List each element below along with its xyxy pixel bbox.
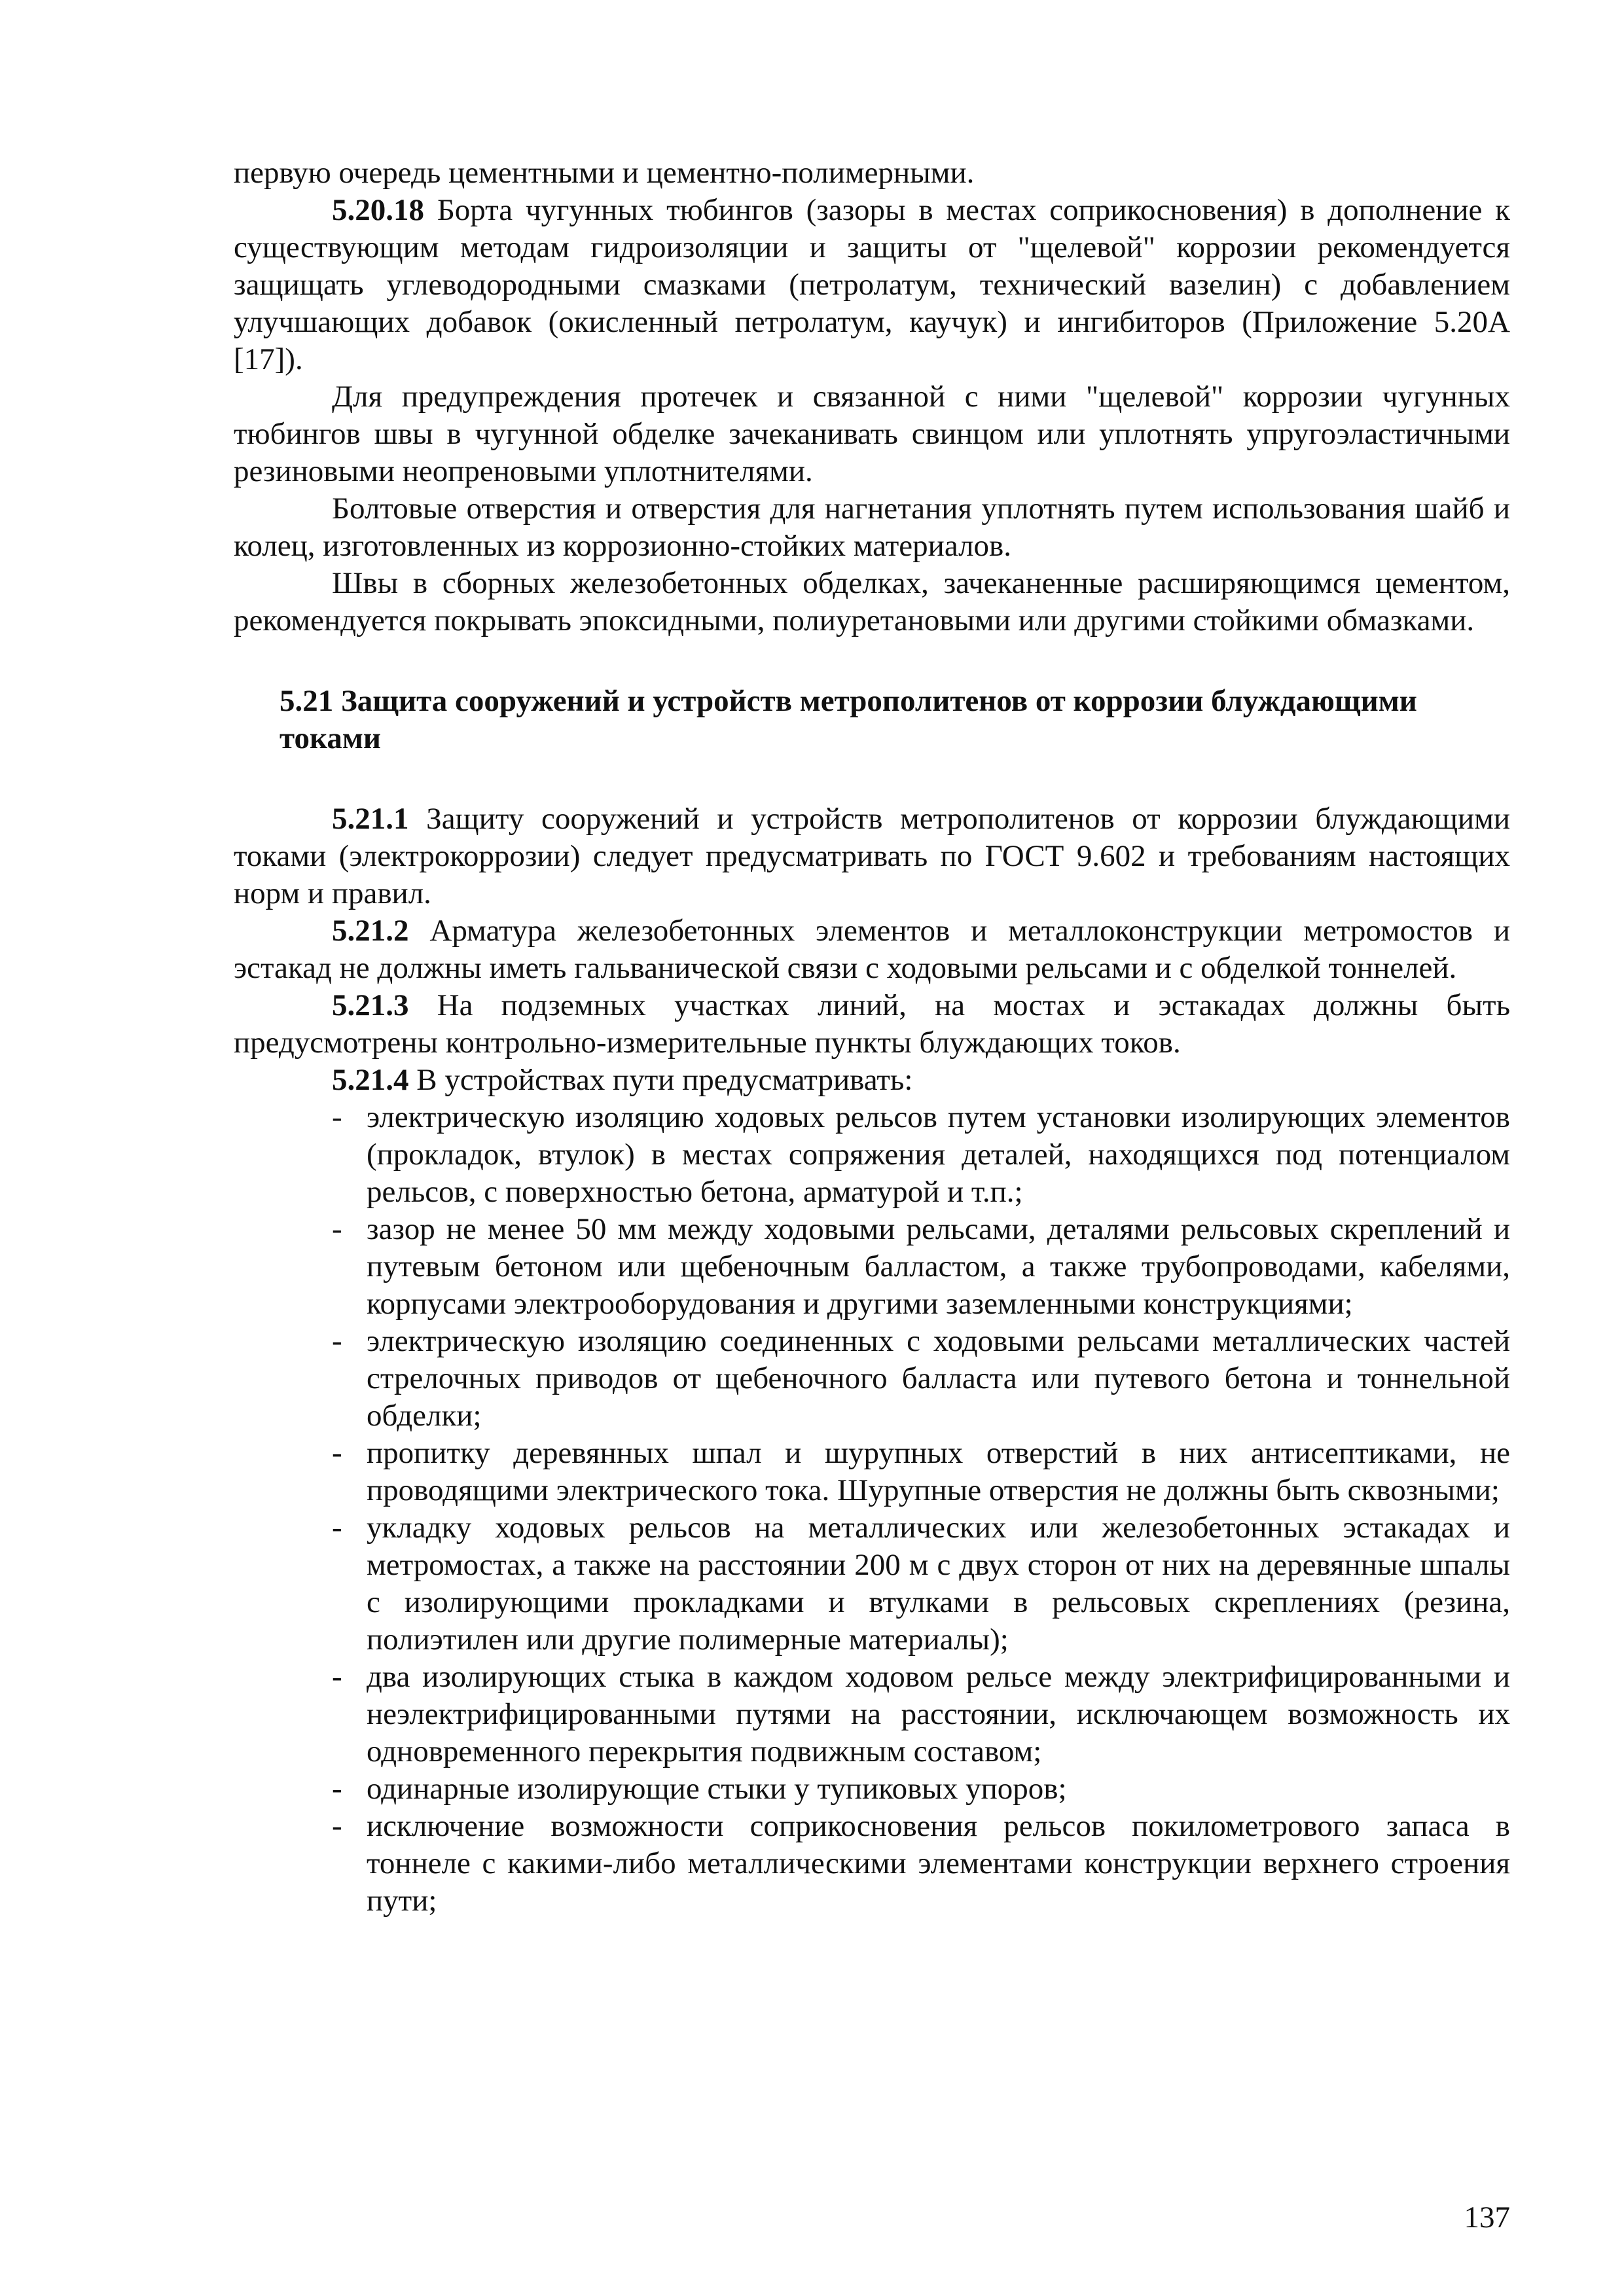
paragraph-seams: Швы в сборных железобетонных обделках, зачеканенные расширяющимся цементом, рекомендуется покрывать эпоксидными, полиуретановыми или другими стойкими обмазками. xyxy=(234,566,1510,637)
clause-5-21-3 xyxy=(234,987,1510,1062)
clause-number: 5.20.18 xyxy=(332,193,424,227)
list-item xyxy=(234,1211,1510,1323)
list-item xyxy=(234,1770,1510,1808)
list-dash: - xyxy=(332,1324,342,1358)
list-dash: - xyxy=(332,1809,342,1843)
list-item-text: зазор не менее 50 мм между ходовыми рельсами, деталями рельсовых скреплений и путевым бетоном или щебеночным балластом, а также трубопроводами, кабелями, корпусами электрооборудования и другими заземленными конструкциями; xyxy=(367,1212,1510,1321)
clause-text: Защиту сооружений и устройств метрополитенов от коррозии блуждающими токами (электрокоррозии) следует предусматривать по ГОСТ 9.602 и требованиям настоящих норм и правил. xyxy=(234,802,1510,910)
list-item xyxy=(234,1808,1510,1920)
paragraph-bolt-holes: Болтовые отверстия и отверстия для нагнетания уплотнять путем использования шайб и колец, изготовленных из коррозионно-стойких материалов. xyxy=(234,492,1510,563)
list-item xyxy=(234,1659,1510,1770)
list-dash: - xyxy=(332,1660,342,1694)
list-dash: - xyxy=(332,1100,342,1134)
list-dash: - xyxy=(332,1436,342,1470)
clause-5-21-2 xyxy=(234,912,1510,987)
list-item-text: пропитку деревянных шпал и шурупных отверстий в них антисептиками, не проводящими электрического тока. Шурупные отверстия не должны быть сквозными; xyxy=(367,1436,1510,1507)
list-dash: - xyxy=(332,1511,342,1545)
clause-text: На подземных участках линий, на мостах и эстакадах должны быть предусмотрены контрольно-измерительные пункты блуждающих токов. xyxy=(234,988,1510,1060)
list-item xyxy=(234,1435,1510,1509)
list-item-text: исключение возможности соприкосновения рельсов покилометрового запаса в тоннеле с какими-либо металлическими элементами конструкции верхнего строения пути; xyxy=(367,1809,1510,1918)
track-requirements-list xyxy=(234,1099,1510,1920)
list-dash: - xyxy=(332,1212,342,1246)
list-item-text: два изолирующих стыка в каждом ходовом рельсе между электрифицированными и неэлектрифицированными путями на расстоянии, исключающем возможность их одновременного перекрытия подвижным составом; xyxy=(367,1660,1510,1768)
clause-text: В устройствах пути предусматривать: xyxy=(408,1063,913,1097)
page-number: 137 xyxy=(1464,2200,1510,2234)
clause-number: 5.21.2 xyxy=(332,914,409,948)
paragraph-continuation: первую очередь цементными и цементно-полимерными. xyxy=(234,156,975,190)
clause-number: 5.21.3 xyxy=(332,988,409,1022)
list-item-text: укладку ходовых рельсов на металлических или железобетонных эстакадах и метромостах, а также на расстоянии 200 м с двух сторон от них на деревянные шпалы с изолирующими прокладками и втулками в рельсовых скреплениях (резина, полиэтилен или другие полимерные материалы); xyxy=(367,1511,1510,1657)
clause-5-21-4 xyxy=(234,1062,1510,1099)
list-item-text: электрическую изоляцию соединенных с ходовыми рельсами металлических частей стрелочных приводов от щебеночного балласта или путевого бетона и тоннельной обделки; xyxy=(367,1324,1510,1433)
list-item xyxy=(234,1323,1510,1435)
list-dash: - xyxy=(332,1772,342,1806)
clause-5-21-1 xyxy=(234,800,1510,912)
document-page xyxy=(234,154,1510,1920)
list-item xyxy=(234,1099,1510,1211)
list-item xyxy=(234,1509,1510,1659)
clause-number: 5.21.4 xyxy=(332,1063,409,1097)
list-item-text: одинарные изолирующие стыки у тупиковых упоров; xyxy=(367,1772,1067,1806)
clause-number: 5.21.1 xyxy=(332,802,409,836)
clause-text: Борта чугунных тюбингов (зазоры в местах соприкосновения) в дополнение к существующим методам гидроизоляции и защиты от "щелевой" коррозии рекомендуется защищать углеводородными смазками (петролатум, технический вазелин) с добавлением улучшающих добавок (окисленный петролатум, каучук) и ингибиторов (Приложение 5.20А [17]). xyxy=(234,193,1510,376)
clause-text: Арматура железобетонных элементов и металлоконструкции метромостов и эстакад не должны иметь гальванической связи с ходовыми рельсами и с обделкой тоннелей. xyxy=(234,914,1510,985)
list-item-text: электрическую изоляцию ходовых рельсов путем установки изолирующих элементов (прокладок, втулок) в местах сопряжения деталей, находящихся под потенциалом рельсов, с поверхностью бетона, арматурой и т.п.; xyxy=(367,1100,1510,1209)
paragraph-5-20-18 xyxy=(234,192,1510,378)
section-title: 5.21 Защита сооружений и устройств метрополитенов от коррозии блуждающими токами xyxy=(280,684,1417,755)
paragraph-leak-prevention: Для предупреждения протечек и связанной с ними "щелевой" коррозии чугунных тюбингов швы в чугунной обделке зачеканивать свинцом или уплотнять упругоэластичными резиновыми неопреновыми уплотнителями. xyxy=(234,380,1510,488)
